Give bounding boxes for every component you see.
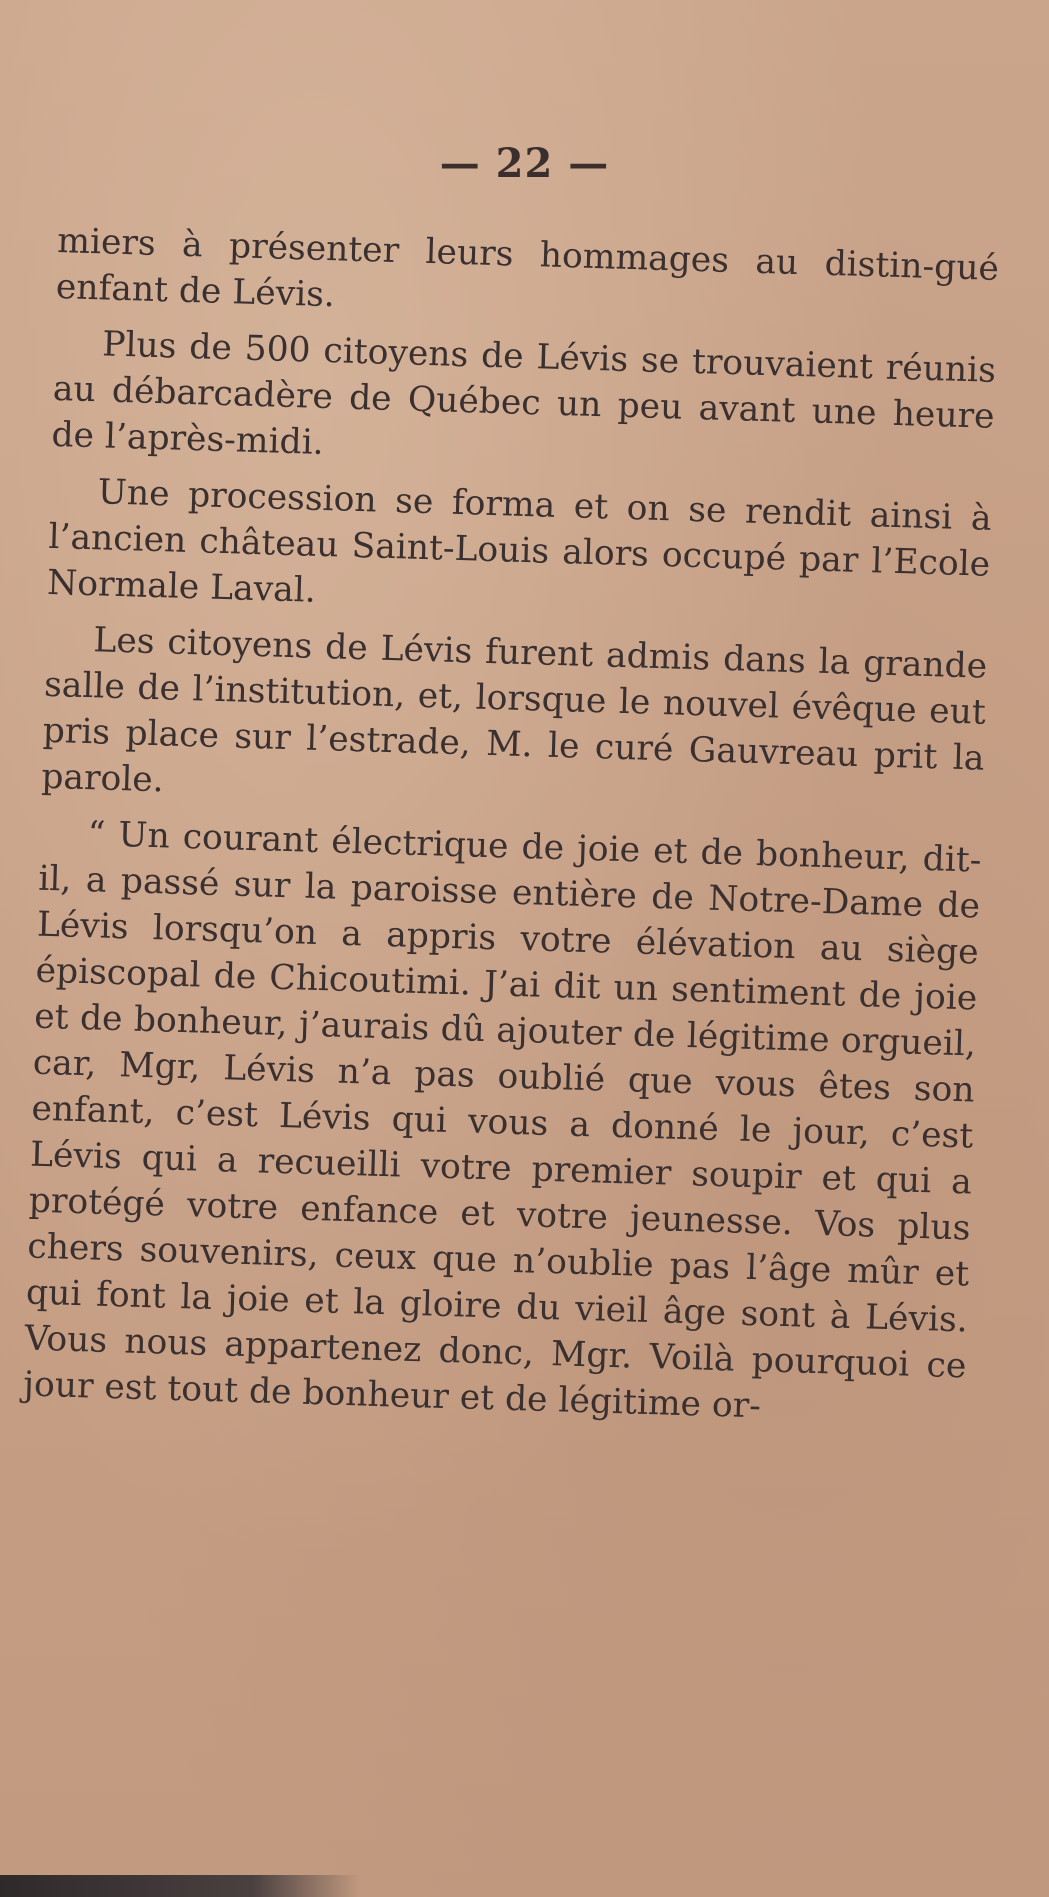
body-text [23,218,1000,1435]
paragraph-speech: “ Un courant électrique de joie et de bonheur, dit-il, a passé sur la paroisse entière de Notre-Dame de Lévis lorsqu’on a appris votre élévation au siège épiscopal de Chicoutimi. J’ai dit un sentiment de joie et de bonheur, j’aurais dû ajouter de légitime orgueil, car, Mgr, Lévis n’a pas oublié que vous êtes son enfant, c’est Lévis qui vous a donné le jour, c’est Lévis qui a recueilli votre premier soupir et qui a protégé votre enfance et votre jeunesse. Vos plus chers souvenirs, ceux que n’oublie pas l’âge mûr et qui font la joie et la gloire du vieil âge sont à Lévis. Vous nous appartenez donc, Mgr. Voilà pourquoi ce jour est tout de bonheur et de légitime or- [22,814,982,1427]
paragraph-continuation: miers à présenter leurs hommages au distin-gué enfant de Lévis. [55,220,1000,316]
page-number: — 22 — [439,140,610,187]
paragraph-citizens-gathered: Plus de 500 citoyens de Lévis se trouvaient réunis au débarcadère de Québec un peu avant une heure de l’après-midi. [50,324,997,463]
page-bottom-edge [0,1875,360,1897]
paragraph-admitted-hall: Les citoyens de Lévis furent admis dans la grande salle de l’institution, et, lorsque le nouvel évêque eut pris place sur l’estrade, M. le curé Gauvreau prit la parole. [40,620,988,801]
paragraph-procession: Une procession se forma et on se rendit ainsi à l’ancien château Saint-Louis alors occupé par l’Ecole Normale Laval. [46,472,993,611]
